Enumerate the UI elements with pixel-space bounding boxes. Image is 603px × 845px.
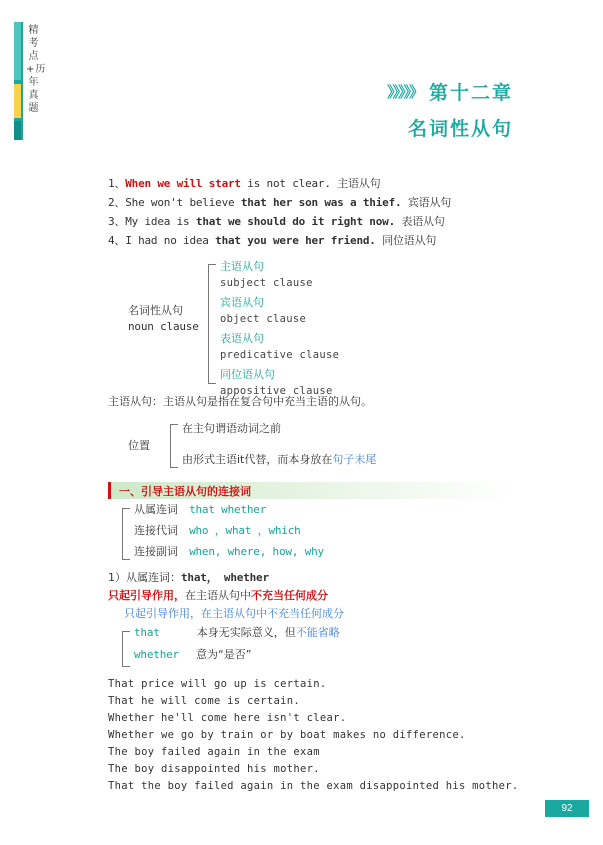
sentence-5: The boy failed again in the exam bbox=[108, 746, 320, 758]
example-3 bbox=[108, 213, 548, 230]
connector-label: 连接副词 bbox=[134, 545, 178, 558]
sentence-3: Whether he'll come here isn't clear. bbox=[108, 712, 347, 724]
clause-type-list bbox=[220, 259, 339, 399]
example-list bbox=[108, 175, 548, 249]
note-line-1 bbox=[108, 569, 548, 587]
noun-clause-label-en: noun clause bbox=[128, 320, 199, 333]
clause-predicative-cn: 表语从句 bbox=[220, 332, 264, 345]
position-item-2 bbox=[182, 451, 376, 468]
example-clause: When we will start bbox=[125, 177, 241, 190]
position-items bbox=[182, 420, 376, 468]
example-tag: 表语从句 bbox=[401, 215, 445, 228]
example-rest: She won't believe bbox=[125, 196, 241, 209]
clause-predicative-en: predicative clause bbox=[220, 349, 340, 361]
section-header-bar bbox=[108, 482, 548, 499]
position-diagram bbox=[108, 420, 548, 472]
that-whether-diagram bbox=[108, 628, 548, 670]
sentence-6: The boy disappointed his mother. bbox=[108, 763, 320, 775]
note-words: that， whether bbox=[181, 571, 269, 584]
note-line-2 bbox=[108, 587, 548, 605]
example-4 bbox=[108, 232, 548, 249]
sentence-list bbox=[108, 676, 548, 795]
brace-bracket bbox=[122, 508, 130, 560]
example-clause: that you were her friend. bbox=[215, 234, 376, 247]
position-label: 位置 bbox=[128, 439, 150, 452]
sentence-4: Whether we go by train or by boat makes no difference. bbox=[108, 729, 466, 741]
page-title: 名词性从句 bbox=[407, 118, 513, 140]
whether-row bbox=[134, 646, 340, 664]
example-1 bbox=[108, 175, 548, 192]
example-rest: My idea is bbox=[125, 215, 196, 228]
example-tag: 同位语从句 bbox=[382, 234, 437, 247]
connector-words: that whether bbox=[189, 503, 267, 516]
brace-bracket bbox=[208, 264, 216, 384]
bar-yellow bbox=[14, 84, 21, 118]
sidebar-vertical-title: 精考点+历年真题 bbox=[26, 25, 47, 114]
noun-clause-diagram bbox=[108, 259, 548, 397]
chevron-right-icon: 》》》》》 bbox=[386, 83, 422, 101]
note-red-b: 不充当任何成分 bbox=[251, 589, 328, 602]
connector-words: who ，what ，which bbox=[189, 524, 301, 537]
example-tag: 宾语从句 bbox=[407, 196, 452, 209]
subject-clause-definition: 主语从句：主语从句是指在复合句中充当主语的从句。 bbox=[108, 395, 372, 408]
example-tag: 主语从句 bbox=[337, 177, 381, 190]
example-number: 3、 bbox=[108, 215, 126, 228]
that-desc-highlight: 不能省略 bbox=[295, 626, 340, 639]
connector-row-2 bbox=[134, 522, 324, 540]
connector-words: when, where, how, why bbox=[189, 545, 324, 558]
clause-object-en: object clause bbox=[220, 313, 307, 325]
clause-object-cn: 宾语从句 bbox=[220, 296, 264, 309]
clause-subject-cn: 主语从句 bbox=[220, 260, 264, 273]
example-rest: I had no idea bbox=[125, 234, 216, 247]
that-row bbox=[134, 624, 340, 642]
whether-word: whether bbox=[134, 648, 179, 661]
note-red-a: 只起引导作用， bbox=[108, 589, 185, 602]
note-black-a: 在主语从句中 bbox=[185, 589, 251, 602]
note-line-3: 只起引导作用，在主语从句中不充当任何成分 bbox=[124, 607, 344, 620]
example-clause: that her son was a thief. bbox=[240, 196, 402, 209]
connector-label: 从属连词 bbox=[134, 503, 178, 516]
clause-subject-en: subject clause bbox=[220, 277, 313, 289]
brace-bracket bbox=[122, 631, 130, 667]
note-prefix: 1）从属连词： bbox=[108, 571, 181, 584]
that-whether-items bbox=[134, 624, 340, 664]
connector-label: 连接代词 bbox=[134, 524, 178, 537]
connector-items bbox=[134, 501, 324, 561]
connector-row-3 bbox=[134, 543, 324, 561]
noun-clause-label-cn: 名词性从句 bbox=[128, 304, 183, 317]
clause-appositive-en: appositive clause bbox=[220, 385, 333, 397]
position-item-2-highlight: 句子未尾 bbox=[332, 453, 377, 466]
document-body bbox=[108, 175, 548, 795]
example-rest: is not clear. bbox=[240, 177, 331, 190]
section-header-text: 一、引导主语从句的连接词 bbox=[119, 485, 251, 498]
example-number: 2、 bbox=[108, 196, 126, 209]
clause-appositive-cn: 同位语从句 bbox=[220, 368, 275, 381]
that-desc: 本身无实际意义，但 bbox=[196, 626, 296, 639]
bar-teal-short bbox=[14, 22, 21, 80]
position-item-1: 在主句谓语动词之前 bbox=[182, 422, 281, 435]
page-number-badge: 92 bbox=[545, 800, 589, 817]
connector-diagram bbox=[108, 505, 548, 563]
example-number: 1、 bbox=[108, 177, 126, 190]
position-item-2-text: 由形式主语it代替，而本身放在 bbox=[182, 453, 333, 466]
example-2 bbox=[108, 194, 548, 211]
example-clause: that we should do it right now. bbox=[195, 215, 395, 228]
sentence-2: That he will come is certain. bbox=[108, 695, 301, 707]
chapter-header bbox=[387, 78, 513, 141]
example-number: 4、 bbox=[108, 234, 126, 247]
connector-row-1 bbox=[134, 501, 324, 519]
brace-bracket bbox=[170, 424, 178, 468]
sentence-1: That price will go up is certain. bbox=[108, 678, 327, 690]
chapter-number: 第十二章 bbox=[428, 82, 513, 104]
whether-desc: 意为“是否” bbox=[196, 648, 252, 661]
that-word: that bbox=[134, 626, 160, 639]
bar-teal-small bbox=[14, 121, 21, 140]
sentence-7: That the boy failed again in the exam disappointed his mother. bbox=[108, 780, 519, 792]
